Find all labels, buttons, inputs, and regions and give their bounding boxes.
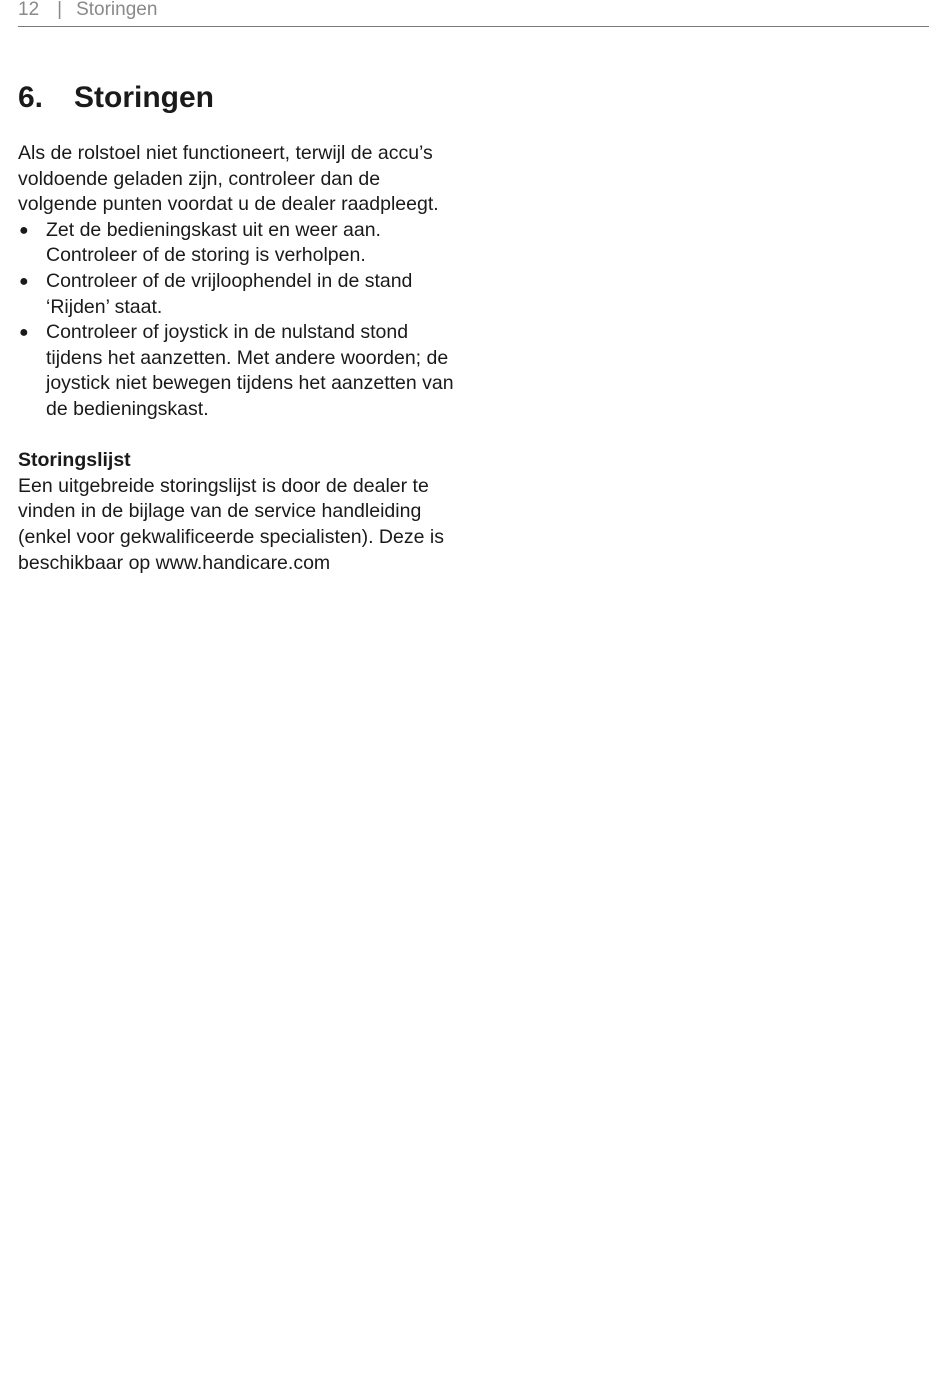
checklist-item xyxy=(18,320,458,422)
checklist-item-text: Zet de bedieningskast uit en weer aan. Controleer of de storing is verholpen. xyxy=(46,218,381,267)
page-content xyxy=(18,141,458,576)
header-section-title: Storingen xyxy=(76,0,158,20)
bullet-icon: ● xyxy=(19,221,29,239)
page-header xyxy=(18,0,929,27)
checklist-item xyxy=(18,269,458,320)
checklist-item xyxy=(18,218,458,269)
chapter-heading xyxy=(18,80,214,116)
intro-paragraph: Als de rolstoel niet functioneert, terwijl de accu’s voldoende geladen zijn, controleer dan de volgende punten voordat u de dealer raadpleegt. xyxy=(18,142,439,216)
checklist xyxy=(18,218,458,423)
storingslijst-paragraph: Een uitgebreide storingslijst is door de dealer te vinden in de bijlage van de service handleiding (enkel voor gekwalificeerde specialisten). Deze is beschikbaar op www.handicare.com xyxy=(18,474,444,574)
checklist-item-text: Controleer of de vrijloophendel in de stand ‘Rijden’ staat. xyxy=(46,269,413,318)
storingslijst-heading: Storingslijst xyxy=(18,449,131,472)
checklist-item-text: Controleer of joystick in de nulstand stond tijdens het aanzetten. Met andere woorden; de joystick niet bewegen tijdens het aanzetten van de bedieningskast. xyxy=(46,321,454,420)
chapter-number: 6. xyxy=(18,81,44,114)
bullet-icon: ● xyxy=(19,324,29,342)
header-separator: | xyxy=(57,0,63,20)
bullet-icon: ● xyxy=(19,272,29,290)
page-number: 12 xyxy=(18,0,40,20)
chapter-title: Storingen xyxy=(74,81,214,114)
